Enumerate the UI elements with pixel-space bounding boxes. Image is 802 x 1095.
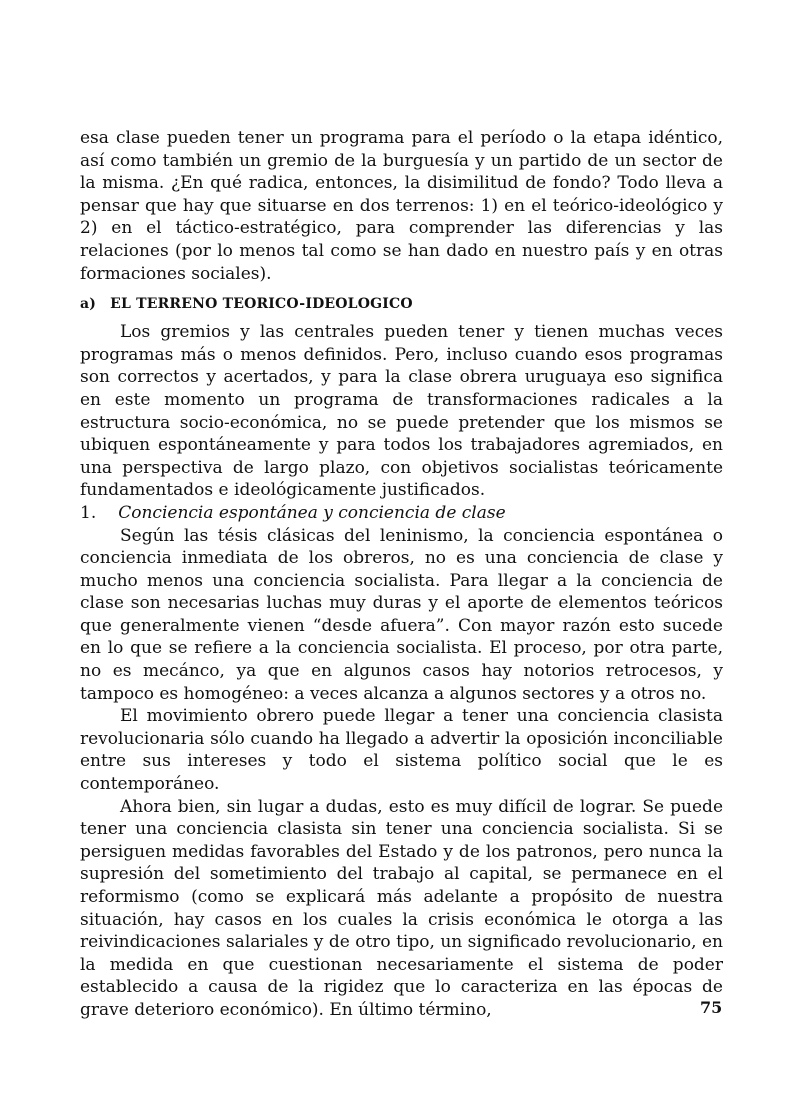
page-number: 75 (700, 998, 723, 1017)
page-body (80, 127, 723, 1022)
paragraph-ahora-bien: Ahora bien, sin lugar a dudas, esto es muy difícil de lograr. Se puede tener una conciencia clasista sin tener una conciencia socialista. Si se persiguen medidas favorables del Estado y de los patronos, pero nunca la supresión del sometimiento del trabajo al capital, se permanece en el reformismo (como se explicará más adelante a propósito de nuestra situación, hay casos en los cuales la crisis económica le otorga a las reivindicaciones salariales y de otro tipo, un significado revolucionario, en la medida en que cuestionan necesariamente el sistema de poder establecido a causa de la rigidez que lo caracteriza en las épocas de grave deterioro económico). En último término, (80, 796, 723, 1020)
paragraph-leninismo: Según las tésis clásicas del leninismo, la conciencia espontánea o conciencia inmediata de los obreros, no es una conciencia de clase y mucho menos una conciencia socialista. Para llegar a la conciencia de clase son necesarias luchas muy duras y el aporte de elementos teóricos que generalmente vienen “desde afuera”. Con mayor razón esto sucede en lo que se refiere a la conciencia socialista. El proceso, por otra parte, no es mecánco, ya que en algunos casos hay notorios retrocesos, y tampoco es homogéneo: a veces alcanza a algunos sectores y a otros no. (80, 525, 723, 704)
section-heading-title: EL TERRENO TEORICO-IDEOLOGICO (110, 296, 413, 313)
paragraph-intro: esa clase pueden tener un programa para el período o la etapa idéntico, así como también un gremio de la burguesía y un partido de un sector de la misma. ¿En qué radica, entonces, la disimilitud de fondo? Todo lleva a pensar que hay que situarse en dos terrenos: 1) en el teórico-ideológico y 2) en el táctico-estratégico, para comprender las diferencias y las relaciones (por lo menos tal como se han dado en nuestro país y en otras formaciones sociales). (80, 128, 723, 284)
subsection-title: Conciencia espontánea y conciencia de clase (118, 502, 506, 523)
section-heading-marker: a) (80, 296, 97, 313)
section-heading (80, 296, 723, 312)
subsection-number: 1. (80, 502, 97, 523)
paragraph-movimiento-obrero: El movimiento obrero puede llegar a tener una conciencia clasista revolucionaria sólo cuando ha llegado a advertir la oposición inconciliable entre sus intereses y todo el sistema político social que le es contemporáneo. (80, 706, 723, 795)
paragraph-gremios: Los gremios y las centrales pueden tener y tienen muchas veces programas más o menos definidos. Pero, incluso cuando esos programas son correctos y acertados, y para la clase obrera uruguaya eso significa en este momento un programa de transformaciones radicales a la estructura socio-económica, no se puede pretender que los mismos se ubiquen espontáneamente y para todos los trabajadores agremiados, en una perspectiva de largo plazo, con objetivos socialistas teóricamente fundamentados e ideológicamente justificados. (80, 322, 723, 501)
subsection-heading (80, 502, 723, 525)
